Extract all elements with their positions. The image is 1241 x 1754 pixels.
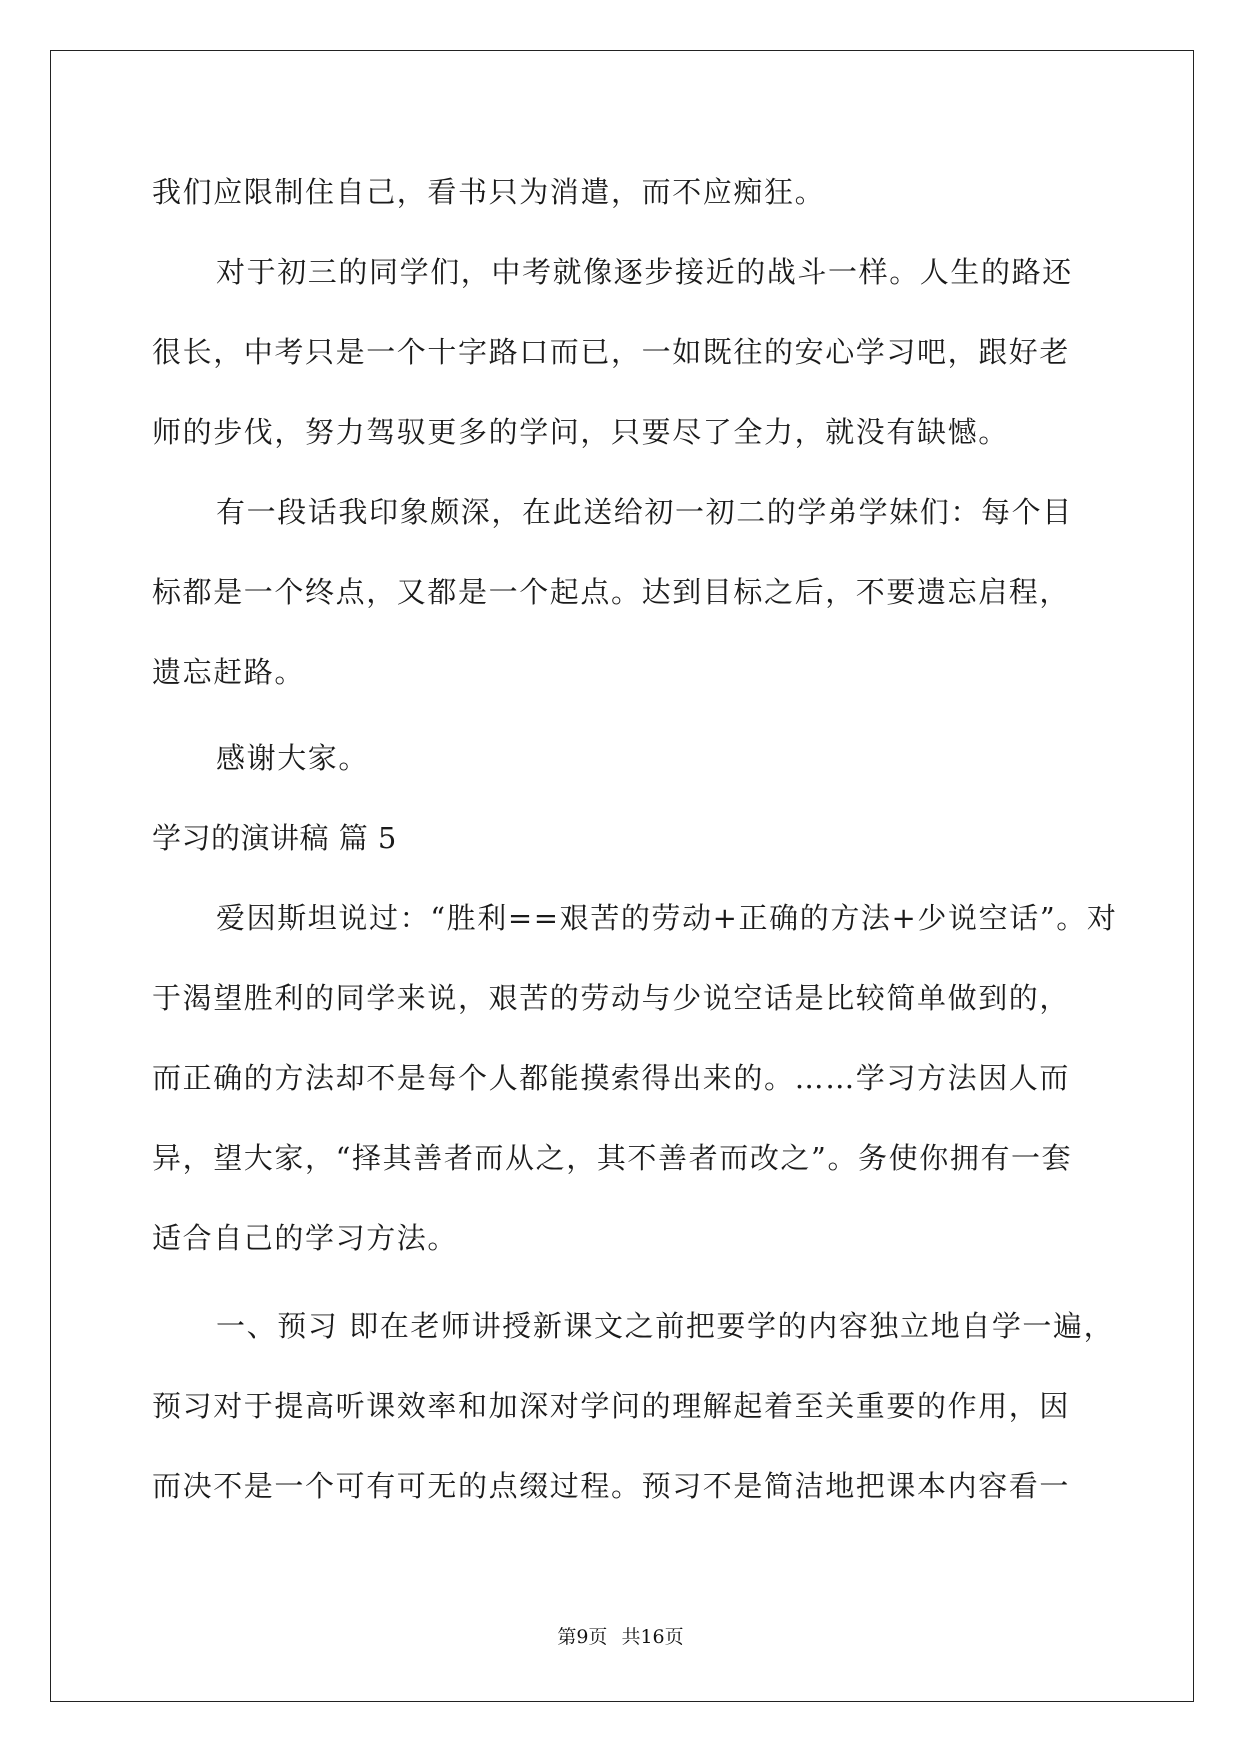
text-line: 很长，中考只是一个十字路口而已，一如既往的安心学习吧，跟好老 (152, 335, 1071, 369)
text-line: 我们应限制住自己，看书只为消遣，而不应痴狂。 (152, 175, 826, 209)
text-line: 遗忘赶路。 (152, 655, 306, 689)
text-line: 标都是一个终点，又都是一个起点。达到目标之后，不要遗忘启程， (152, 575, 1071, 609)
text-line: 预习对于提高听课效率和加深对学问的理解起着至关重要的作用，因 (152, 1389, 1071, 1423)
page-number: 第9页 (557, 1626, 608, 1648)
text-line: 有一段话我印象颇深，在此送给初一初二的学弟学妹们：每个目 (216, 495, 1073, 529)
page-border (50, 50, 1194, 1702)
text-line: 感谢大家。 (216, 741, 370, 775)
text-line: 爱因斯坦说过：“胜利==艰苦的劳动+正确的方法+少说空话”。对 (216, 901, 1118, 935)
page-footer (0, 1622, 1241, 1649)
text-line: 师的步伐，努力驾驭更多的学问，只要尽了全力，就没有缺憾。 (152, 415, 1009, 449)
text-line: 异，望大家，“择其善者而从之，其不善者而改之”。务使你拥有一套 (152, 1141, 1073, 1175)
text-line: 而正确的方法却不是每个人都能摸索得出来的。……学习方法因人而 (152, 1061, 1071, 1095)
section-heading: 学习的演讲稿 篇 5 (152, 821, 397, 855)
text-line: 于渴望胜利的同学来说，艰苦的劳动与少说空话是比较简单做到的， (152, 981, 1071, 1015)
text-line: 适合自己的学习方法。 (152, 1221, 459, 1255)
page-total: 共16页 (621, 1626, 684, 1648)
text-line: 而决不是一个可有可无的点缀过程。预习不是简洁地把课本内容看一 (152, 1469, 1071, 1503)
text-line: 一、预习 即在老师讲授新课文之前把要学的内容独立地自学一遍， (216, 1309, 1115, 1343)
text-line: 对于初三的同学们，中考就像逐步接近的战斗一样。人生的路还 (216, 255, 1073, 289)
